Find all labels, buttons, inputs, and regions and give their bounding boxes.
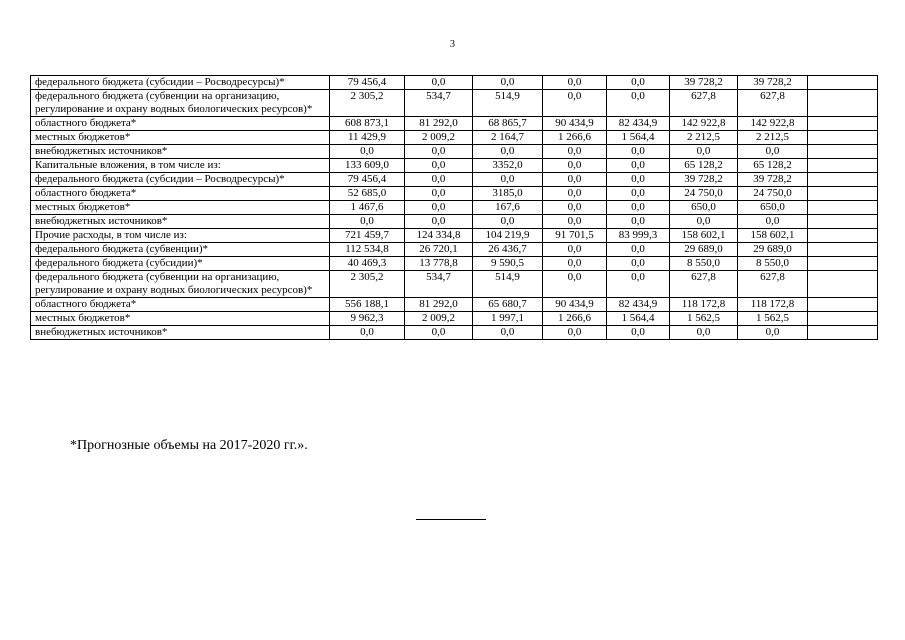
value-cell: 0,0 [543, 215, 607, 229]
value-cell: 0,0 [405, 145, 473, 159]
table-row [31, 201, 878, 215]
value-cell [808, 145, 878, 159]
value-cell: 0,0 [738, 215, 808, 229]
value-cell: 11 429,9 [330, 131, 405, 145]
value-cell: 627,8 [670, 271, 738, 298]
value-cell: 0,0 [607, 257, 670, 271]
table-row [31, 117, 878, 131]
value-cell [808, 201, 878, 215]
value-cell: 0,0 [738, 326, 808, 340]
row-label: областного бюджета* [31, 117, 330, 131]
value-cell: 104 219,9 [473, 229, 543, 243]
value-cell: 0,0 [473, 326, 543, 340]
value-cell: 0,0 [607, 145, 670, 159]
value-cell: 0,0 [670, 215, 738, 229]
value-cell: 65 680,7 [473, 298, 543, 312]
value-cell [808, 257, 878, 271]
table-row [31, 187, 878, 201]
value-cell: 29 689,0 [670, 243, 738, 257]
value-cell: 1 266,6 [543, 312, 607, 326]
footnote: *Прогнозные объемы на 2017-2020 гг.». [70, 438, 308, 453]
value-cell [808, 76, 878, 90]
value-cell: 3185,0 [473, 187, 543, 201]
row-label: Капитальные вложения, в том числе из: [31, 159, 330, 173]
value-cell: 29 689,0 [738, 243, 808, 257]
value-cell: 24 750,0 [670, 187, 738, 201]
value-cell: 112 534,8 [330, 243, 405, 257]
value-cell: 3352,0 [473, 159, 543, 173]
value-cell: 0,0 [543, 187, 607, 201]
value-cell: 0,0 [738, 145, 808, 159]
value-cell: 142 922,8 [738, 117, 808, 131]
value-cell: 142 922,8 [670, 117, 738, 131]
value-cell: 1 266,6 [543, 131, 607, 145]
value-cell: 534,7 [405, 271, 473, 298]
value-cell: 514,9 [473, 90, 543, 117]
value-cell: 0,0 [543, 201, 607, 215]
value-cell: 0,0 [607, 159, 670, 173]
value-cell: 52 685,0 [330, 187, 405, 201]
value-cell: 2 212,5 [670, 131, 738, 145]
value-cell: 2 305,2 [330, 271, 405, 298]
value-cell: 39 728,2 [670, 76, 738, 90]
value-cell: 167,6 [473, 201, 543, 215]
value-cell: 608 873,1 [330, 117, 405, 131]
value-cell: 0,0 [543, 145, 607, 159]
value-cell: 1 467,6 [330, 201, 405, 215]
table-row [31, 312, 878, 326]
value-cell: 0,0 [607, 271, 670, 298]
value-cell: 0,0 [607, 90, 670, 117]
value-cell: 650,0 [670, 201, 738, 215]
value-cell: 0,0 [543, 173, 607, 187]
row-label: местных бюджетов* [31, 131, 330, 145]
value-cell: 0,0 [607, 243, 670, 257]
value-cell [808, 326, 878, 340]
value-cell: 39 728,2 [738, 76, 808, 90]
row-label: федерального бюджета (субсидии)* [31, 257, 330, 271]
value-cell: 0,0 [405, 187, 473, 201]
row-label: областного бюджета* [31, 187, 330, 201]
value-cell: 0,0 [670, 145, 738, 159]
value-cell: 1 562,5 [670, 312, 738, 326]
table-row [31, 173, 878, 187]
budget-table [30, 75, 878, 340]
value-cell: 82 434,9 [607, 117, 670, 131]
value-cell: 627,8 [670, 90, 738, 117]
value-cell: 8 550,0 [738, 257, 808, 271]
value-cell: 0,0 [543, 257, 607, 271]
value-cell: 2 305,2 [330, 90, 405, 117]
value-cell: 534,7 [405, 90, 473, 117]
value-cell: 65 128,2 [670, 159, 738, 173]
value-cell: 0,0 [670, 326, 738, 340]
value-cell: 514,9 [473, 271, 543, 298]
value-cell: 721 459,7 [330, 229, 405, 243]
table-row [31, 243, 878, 257]
value-cell: 0,0 [607, 76, 670, 90]
row-label: федерального бюджета (субвенции на организацию, регулирование и охрану водных биологических ресурсов)* [31, 271, 330, 298]
value-cell: 0,0 [330, 145, 405, 159]
value-cell: 0,0 [473, 76, 543, 90]
table-row [31, 326, 878, 340]
value-cell: 24 750,0 [738, 187, 808, 201]
value-cell: 650,0 [738, 201, 808, 215]
value-cell: 0,0 [543, 326, 607, 340]
value-cell: 0,0 [607, 201, 670, 215]
value-cell: 0,0 [473, 145, 543, 159]
value-cell [808, 243, 878, 257]
table-row [31, 76, 878, 90]
value-cell: 40 469,3 [330, 257, 405, 271]
table-body [31, 76, 878, 340]
value-cell [808, 312, 878, 326]
value-cell: 0,0 [543, 159, 607, 173]
value-cell: 0,0 [330, 326, 405, 340]
value-cell: 8 550,0 [670, 257, 738, 271]
table-row [31, 215, 878, 229]
row-label: федерального бюджета (субсидии – Росводресурсы)* [31, 76, 330, 90]
value-cell: 79 456,4 [330, 76, 405, 90]
value-cell: 0,0 [607, 326, 670, 340]
page-number: 3 [450, 39, 455, 50]
value-cell: 0,0 [607, 215, 670, 229]
value-cell: 79 456,4 [330, 173, 405, 187]
value-cell: 0,0 [543, 90, 607, 117]
row-label: Прочие расходы, в том числе из: [31, 229, 330, 243]
value-cell: 0,0 [405, 76, 473, 90]
value-cell: 39 728,2 [738, 173, 808, 187]
value-cell: 133 609,0 [330, 159, 405, 173]
value-cell: 1 564,4 [607, 312, 670, 326]
value-cell [808, 187, 878, 201]
row-label: внебюджетных источников* [31, 215, 330, 229]
value-cell: 124 334,8 [405, 229, 473, 243]
value-cell: 2 164,7 [473, 131, 543, 145]
value-cell: 627,8 [738, 90, 808, 117]
value-cell: 0,0 [543, 271, 607, 298]
value-cell: 1 564,4 [607, 131, 670, 145]
value-cell: 26 436,7 [473, 243, 543, 257]
value-cell: 68 865,7 [473, 117, 543, 131]
value-cell [808, 90, 878, 117]
value-cell [808, 215, 878, 229]
table-row [31, 271, 878, 298]
value-cell: 91 701,5 [543, 229, 607, 243]
value-cell: 118 172,8 [738, 298, 808, 312]
value-cell: 0,0 [473, 215, 543, 229]
table-row [31, 257, 878, 271]
value-cell: 83 999,3 [607, 229, 670, 243]
table-row [31, 298, 878, 312]
value-cell: 2 009,2 [405, 131, 473, 145]
row-label: федерального бюджета (субсидии – Росводресурсы)* [31, 173, 330, 187]
value-cell: 2 212,5 [738, 131, 808, 145]
value-cell: 9 590,5 [473, 257, 543, 271]
value-cell: 158 602,1 [738, 229, 808, 243]
value-cell: 0,0 [607, 173, 670, 187]
value-cell: 118 172,8 [670, 298, 738, 312]
value-cell: 0,0 [330, 215, 405, 229]
table-row [31, 131, 878, 145]
value-cell: 0,0 [405, 215, 473, 229]
value-cell [808, 159, 878, 173]
row-label: федерального бюджета (субвенции)* [31, 243, 330, 257]
row-label: внебюджетных источников* [31, 145, 330, 159]
value-cell: 0,0 [405, 173, 473, 187]
value-cell: 90 434,9 [543, 298, 607, 312]
row-label: местных бюджетов* [31, 312, 330, 326]
value-cell: 0,0 [405, 159, 473, 173]
value-cell: 0,0 [607, 187, 670, 201]
value-cell [808, 271, 878, 298]
value-cell: 26 720,1 [405, 243, 473, 257]
table-row [31, 229, 878, 243]
value-cell: 0,0 [473, 173, 543, 187]
value-cell: 0,0 [543, 76, 607, 90]
row-label: областного бюджета* [31, 298, 330, 312]
value-cell: 81 292,0 [405, 117, 473, 131]
row-label: федерального бюджета (субвенции на организацию, регулирование и охрану водных биологических ресурсов)* [31, 90, 330, 117]
value-cell: 2 009,2 [405, 312, 473, 326]
value-cell: 0,0 [405, 326, 473, 340]
value-cell [808, 173, 878, 187]
value-cell: 39 728,2 [670, 173, 738, 187]
value-cell: 1 997,1 [473, 312, 543, 326]
end-rule [416, 519, 486, 520]
value-cell [808, 131, 878, 145]
table-row [31, 145, 878, 159]
value-cell: 556 188,1 [330, 298, 405, 312]
value-cell [808, 117, 878, 131]
value-cell: 81 292,0 [405, 298, 473, 312]
value-cell: 82 434,9 [607, 298, 670, 312]
value-cell: 13 778,8 [405, 257, 473, 271]
row-label: местных бюджетов* [31, 201, 330, 215]
value-cell [808, 298, 878, 312]
value-cell: 158 602,1 [670, 229, 738, 243]
value-cell: 627,8 [738, 271, 808, 298]
table-row [31, 90, 878, 117]
value-cell: 0,0 [543, 243, 607, 257]
value-cell: 9 962,3 [330, 312, 405, 326]
table-row [31, 159, 878, 173]
value-cell: 1 562,5 [738, 312, 808, 326]
value-cell: 65 128,2 [738, 159, 808, 173]
value-cell: 90 434,9 [543, 117, 607, 131]
row-label: внебюджетных источников* [31, 326, 330, 340]
value-cell: 0,0 [405, 201, 473, 215]
value-cell [808, 229, 878, 243]
